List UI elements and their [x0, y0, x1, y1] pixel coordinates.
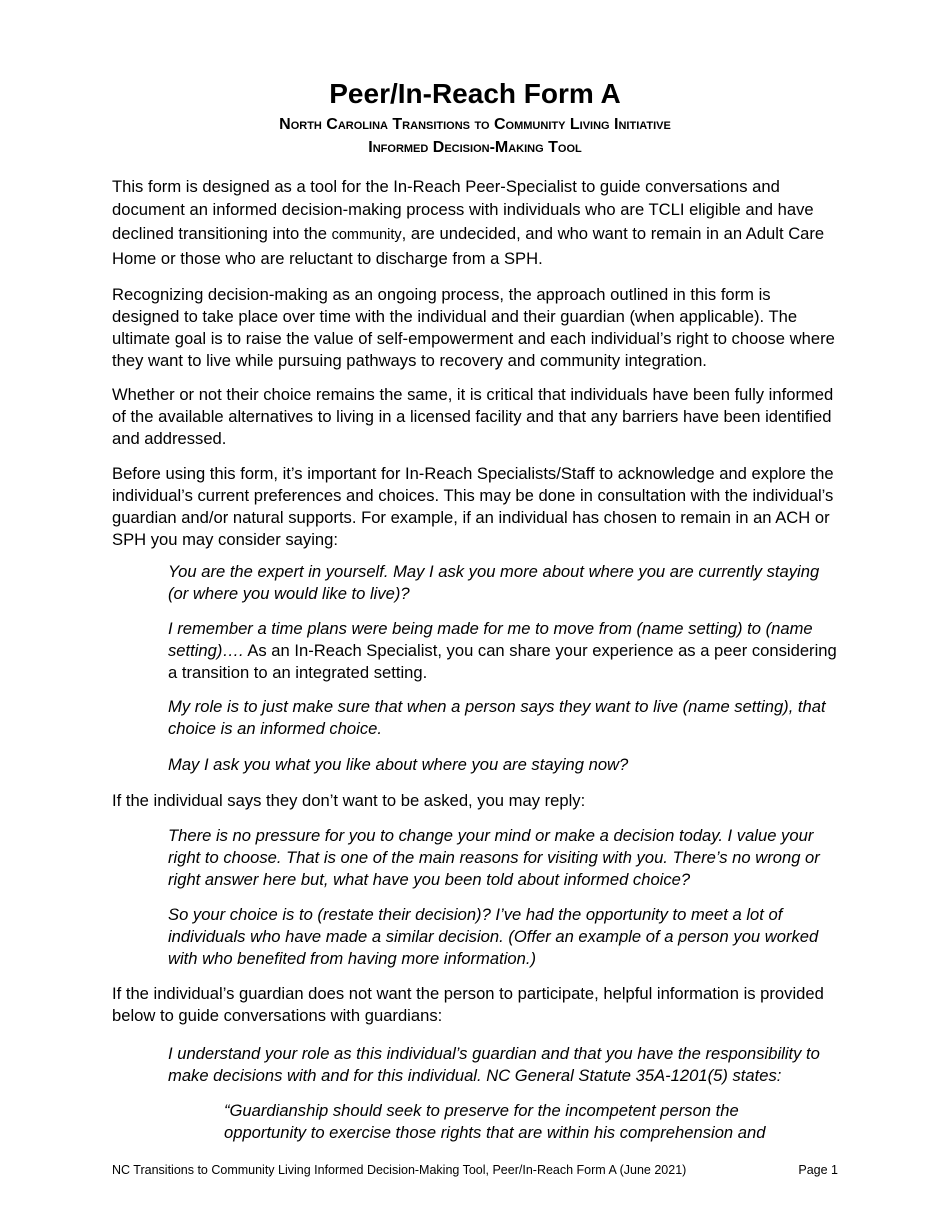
prompt-restate-choice: So your choice is to (restate their decision)? I’ve had the opportunity to meet a lot of individuals who have made a similar decision. (Offer an example of a person you worked with who benefited from having more information.) [168, 905, 819, 968]
before-using-paragraph: Before using this form, it’s important for In-Reach Specialists/Staff to acknowledge and explore the individual’s current preferences and choices. This may be done in consultation with the individual’s guardian and/or natural supports. For example, if an individual has chosen to remain in an ACH or SPH you may consider saying: [112, 464, 834, 549]
intro-paragraph [112, 175, 842, 270]
intro-text-community: community [331, 226, 402, 243]
page-title: Peer/In-Reach Form A [329, 78, 621, 109]
intro-text-end: , are undecided, and who want to remain in an Adult Care Home or those who are reluctant to discharge from a SPH. [112, 223, 825, 268]
footer-page-number: Page 1 [798, 1163, 838, 1177]
prompt-role: My role is to just make sure that when a person says they want to live (name setting), that choice is an informed choice. [168, 697, 826, 738]
statute-quote: “Guardianship should seek to preserve for the incompetent person the opportunity to exercise those rights that are within his comprehension and [224, 1101, 766, 1142]
dont-ask-paragraph: If the individual says they don’t want to be asked, you may reply: [112, 791, 586, 810]
guardian-paragraph: If the individual’s guardian does not want the person to participate, helpful information is provided below to guide conversations with guardians: [112, 984, 824, 1025]
prompt-remember [168, 618, 842, 684]
informed-alternatives-paragraph: Whether or not their choice remains the same, it is critical that individuals have been fully informed of the available alternatives to living in a licensed facility and that any barriers have been identified and addressed. [112, 385, 834, 448]
decision-process-paragraph: Recognizing decision-making as an ongoing process, the approach outlined in this form is designed to take place over time with the individual and their guardian (when applicable). The ultimate goal is to raise the value of self-empowerment and each individual’s right to choose where they want to live while pursuing pathways to recovery and community integration. [112, 285, 835, 370]
prompt-remember-italic: I remember a time plans were being made for me to move from (name setting) to (name setting)…. [168, 619, 813, 660]
prompt-expert: You are the expert in yourself. May I ask you more about where you are currently staying (or where you would like to live)? [168, 562, 820, 603]
subtitle-initiative: North Carolina Transitions to Community Living Initiative [279, 116, 671, 133]
prompt-guardian-role: I understand your role as this individual’s guardian and that you have the responsibility to make decisions with and for this individual. NC General Statute 35A-1201(5) states: [168, 1044, 820, 1085]
subtitle-tool: Informed Decision-Making Tool [368, 139, 582, 156]
prompt-no-pressure: There is no pressure for you to change your mind or make a decision today. I value your right to choose. That is one of the main reasons for visiting with you. There’s no wrong or right answer here but, what have you been told about informed choice? [168, 826, 820, 889]
intro-text-start: This form is designed as a tool for the In-Reach Peer-Specialist to guide conversations and document an informed decision-making process with individuals who are TCLI eligible and have declined transitioning into the [112, 177, 814, 243]
prompt-like: May I ask you what you like about where you are staying now? [168, 755, 629, 774]
footer-document-info: NC Transitions to Community Living Informed Decision-Making Tool, Peer/In-Reach Form A (June 2021) [112, 1163, 687, 1177]
prompt-remember-note: As an In-Reach Specialist, you can share your experience as a peer considering a transition to an integrated setting. [168, 641, 837, 682]
